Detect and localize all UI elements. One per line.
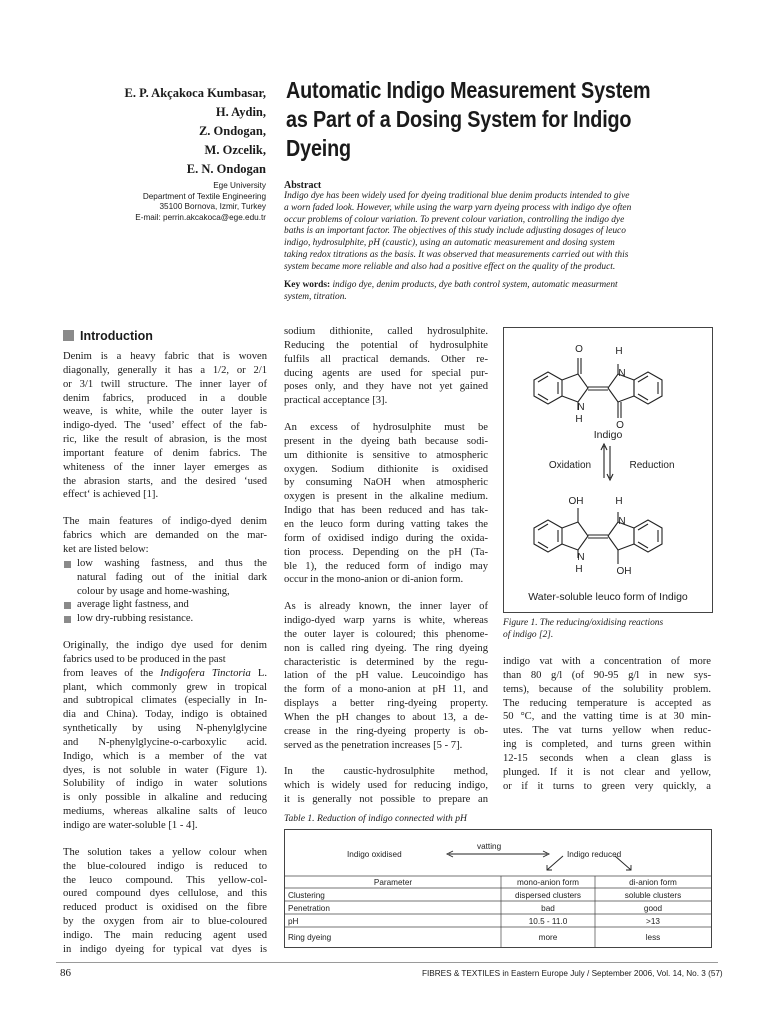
abstract-line: occur problems of colour variation. To prevent colour variation, controlling the indigo dye xyxy=(284,214,625,225)
affiliation-line: E-mail: perrin.akcakoca@ege.edu.tr xyxy=(135,212,266,222)
text-line: um dithionite is sensitive to atmospheric xyxy=(284,449,488,461)
text-line: The reducing temperature is accepted as xyxy=(503,697,711,709)
list-item-line: colour by usage and home-washing, xyxy=(77,585,230,597)
text-line: which is widely used for reducing indigo, xyxy=(284,780,488,792)
text-line: than 80 g/l (of 90-95 g/l in new sys- xyxy=(503,669,711,681)
text-line: or 3/1 twill structure. The inner layer of xyxy=(63,378,267,390)
text-line: indigo vat with a concentration of more xyxy=(503,656,711,667)
abstract-line: a worn faded look. However, while using the warp yarn dyeing process with indigo dye often xyxy=(284,202,632,213)
section-heading-introduction xyxy=(63,329,153,343)
text-line: dyes, is not soluble in water (Figure 1). xyxy=(63,764,267,776)
text-line: oxygen. Sodium dithionite is oxidised xyxy=(284,463,488,475)
text-line: displays a better ring-dyeing property. xyxy=(284,698,488,710)
table-cell: Penetration xyxy=(288,904,330,913)
atom-label: OH xyxy=(568,496,584,507)
oxidation-label: Oxidation xyxy=(548,460,592,471)
table-cell: more xyxy=(538,933,558,942)
text-line: fabrics used to be produced in the past xyxy=(63,653,226,665)
section-heading-text: Introduction xyxy=(80,329,153,343)
atom-label: O xyxy=(616,420,624,431)
text-line: and N-phenylglycine-o-carboxylic acid. xyxy=(63,736,267,748)
table-cell: bad xyxy=(541,904,555,913)
paragraph xyxy=(284,421,488,587)
text-line: the outer layer is coloured; this phenome- xyxy=(284,628,488,640)
author-name: E. N. Ondogan xyxy=(186,162,266,176)
table-header-cell: mono-anion form xyxy=(517,878,579,887)
abstract-line: baths is an important factor. The objectives of this study include adjusting dosages of leuco xyxy=(284,226,626,237)
atom-label: OH xyxy=(616,566,632,577)
text-line: dia and China). Today, indigo is obtained xyxy=(63,709,267,721)
text-line: ing is completed, and turns green within xyxy=(503,739,711,751)
text-line: form of oxidised indigo during the oxida- xyxy=(284,532,488,544)
text-line: plunged. If it is not clear and yellow, xyxy=(503,766,711,778)
title-line: Automatic Indigo Measurement System xyxy=(286,77,651,103)
text-line: An excess of hydrosulphite must be xyxy=(284,422,488,434)
text-line: by the oxygen from air to blue-coloured xyxy=(63,916,267,928)
vatting-label: vatting xyxy=(477,842,502,851)
paragraph xyxy=(63,846,267,957)
table-cell: Clustering xyxy=(288,891,325,900)
indigo-label: Indigo xyxy=(593,429,623,441)
atom-label: N xyxy=(577,552,585,563)
atom-label: H xyxy=(615,496,623,507)
affiliation xyxy=(40,181,266,223)
text-line: practical acceptance [3]. xyxy=(284,395,388,407)
text-line: oxygen is present in the alkaline medium. xyxy=(284,491,488,503)
text-line: In the caustic-hydrosulphite method, xyxy=(284,766,488,778)
section-square-icon xyxy=(63,330,74,341)
table-header-cell: Parameter xyxy=(373,878,413,887)
atom-label: N xyxy=(577,402,585,413)
text-line xyxy=(63,667,267,681)
indigo-oxidised-label: Indigo oxidised xyxy=(347,850,402,859)
text-line: effect‘ is achieved [1]. xyxy=(63,489,159,501)
paragraph xyxy=(63,350,267,502)
text-line: tems), because of the solubility problem. xyxy=(503,683,711,695)
author-name: H. Aydin, xyxy=(215,105,266,119)
abstract-line: taking redox titrations as the basis. It was observed that measurements carried out with this xyxy=(284,249,629,260)
title-line: as Part of a Dosing System for Indigo xyxy=(286,106,632,132)
text-line: indigo. The main reducing agent used xyxy=(63,929,267,941)
paragraph xyxy=(284,600,488,752)
text-line: Reducing the potential of hydrosulphite xyxy=(284,339,488,351)
atom-label: H xyxy=(615,346,623,357)
text-line: Indigo, which is a member of the vat xyxy=(63,750,267,762)
author-list xyxy=(40,84,266,179)
species-name: Indigofera Tinctoria xyxy=(160,667,251,679)
table-cell: soluble clusters xyxy=(624,891,682,900)
text-line: Originally, the indigo dye used for denim xyxy=(63,640,267,652)
text-line: denim fabrics, produced in a double xyxy=(63,392,267,404)
figure-1 xyxy=(503,327,713,613)
text-line: ric, like the result of abrasion, is the most xyxy=(63,434,267,446)
list-item-line: low washing fastness, and thus the xyxy=(77,557,267,569)
page-number: 86 xyxy=(60,967,71,979)
text-line: sodium dithionite, called hydrosulphite. xyxy=(284,326,488,337)
column-2 xyxy=(284,325,488,807)
list-item-line: natural fading out of the initial dark xyxy=(77,571,267,583)
leuco-label: Water-soluble leuco form of Indigo xyxy=(528,591,688,603)
author-name: E. P. Akçakoca Kumbasar, xyxy=(124,86,266,100)
text-line: indigo-dyed. The ‘used’ effect of the fab- xyxy=(63,420,267,432)
list-item xyxy=(63,557,267,599)
text-line: weave, is white, while the outer layer is xyxy=(63,406,267,418)
text-line: The solution takes a yellow colour when xyxy=(63,846,267,858)
feature-list xyxy=(63,557,267,626)
text-line: present in the dyeing bath because sodi- xyxy=(284,435,488,447)
text-line: diagonally, generally it has a 1/2, or 2/1 xyxy=(63,364,267,376)
figure-caption-line: of indigo [2]. xyxy=(503,629,554,640)
abstract-line: Indigo dye has been widely used for dyeing traditional blue denim products intended to give xyxy=(284,191,630,201)
text-line: As is already known, the inner layer of xyxy=(284,601,488,613)
affiliation-line: 35100 Bornova, Izmir, Turkey xyxy=(159,202,266,211)
paragraph xyxy=(284,765,488,807)
text-line: and subtropical climates (especially in In- xyxy=(63,695,267,707)
table-cell: pH xyxy=(288,917,299,926)
table-header-cell: di-anion form xyxy=(629,878,677,887)
table-cell: dispersed clusters xyxy=(515,891,581,900)
text-line: The main features of indigo-dyed denim xyxy=(63,516,267,528)
table-cell: Ring dyeing xyxy=(288,933,332,942)
figure-caption xyxy=(503,618,718,641)
atom-label: H xyxy=(575,414,583,425)
text-line: plant, which commonly grew in tropical xyxy=(63,681,267,693)
text-line: oured compound dyes cellulose, and this xyxy=(63,888,267,900)
text-line: synthetically by using N-phenylglycine xyxy=(63,723,267,735)
reduction-label: Reduction xyxy=(629,460,675,471)
text-line: whiteness of the inner layer emerges as xyxy=(63,461,267,473)
text-line: ble 1), the reduced form of indigo may xyxy=(284,560,488,572)
text-line: tion process. Depending on the pH (Ta- xyxy=(284,546,488,558)
text-line: important feature of denim fabrics. The xyxy=(63,447,267,459)
text-line: it is generally not possible to prepare an xyxy=(284,794,488,806)
figure-caption-line: Figure 1. The reducing/oxidising reactions xyxy=(503,618,664,628)
paper-title xyxy=(286,76,664,163)
abstract-text xyxy=(284,191,714,274)
paragraph xyxy=(63,639,267,833)
text-line: poses only, and they have not yet gained xyxy=(284,381,488,393)
text-line: indigo-dyed warp yarns is white, whereas xyxy=(284,615,488,627)
keywords-label: Key words: xyxy=(284,280,331,290)
text-line: fabrics which are demanded on the mar- xyxy=(63,530,267,542)
affiliation-line: Ege University xyxy=(213,181,266,190)
list-item xyxy=(63,612,267,626)
text-line: fulfils all practical demands. Other re- xyxy=(284,353,488,365)
affiliation-line: Department of Textile Engineering xyxy=(142,191,266,201)
list-item-line: average light fastness, and xyxy=(77,599,189,611)
text-line: lation of the pH value. Leucoindigo has xyxy=(284,670,488,682)
atom-label: O xyxy=(575,344,583,355)
list-item-line: low dry-rubbing resistance. xyxy=(77,613,194,625)
text-line: or if it turns to green very quickly, a xyxy=(503,780,711,792)
text-line: by consuming NaOH when atmospheric xyxy=(284,477,488,489)
text-run: from leaves of the xyxy=(63,667,161,679)
table-cell: >13 xyxy=(646,917,660,926)
text-line: non is called ring dyeing. The ring dyeing xyxy=(284,642,488,654)
text-line: characteristic is determined by the regu- xyxy=(284,656,488,668)
table-cell: good xyxy=(643,904,663,913)
text-line: the blue-coloured indigo is reduced to xyxy=(63,860,267,872)
abstract-heading: Abstract xyxy=(284,180,322,191)
paragraph xyxy=(63,515,267,557)
text-line: 12-15 seconds when a clean glass is xyxy=(503,752,711,764)
text-line: mediums, whereas alkaline salts of leuco xyxy=(63,806,267,818)
abstract-line: indigo, hydrosulphite, pH (caustic), using an automatic measurement and dosing system xyxy=(284,238,615,249)
indigo-reaction-diagram xyxy=(504,328,712,612)
atom-label: N xyxy=(618,368,626,379)
column-1 xyxy=(63,350,267,957)
text-line: the leuco compound. This yellow-col- xyxy=(63,874,267,886)
table-cell: less xyxy=(645,933,661,942)
paragraph xyxy=(503,655,711,793)
column-3 xyxy=(503,655,711,793)
paragraph xyxy=(284,325,488,408)
table-1 xyxy=(284,829,712,948)
text-line: crease in the ring-dyeing property is ob- xyxy=(284,725,488,737)
ph-table xyxy=(285,830,711,947)
title-line: Dyeing xyxy=(286,135,351,161)
abstract-line: system became more reliable and also had a positive effect on the quality of the product. xyxy=(284,261,616,272)
text-line: Solubility of indigo in water solutions xyxy=(63,778,267,790)
footer-rule xyxy=(56,962,718,963)
text-line: occur in the mono-anion or di-anion form. xyxy=(284,574,464,586)
text-line: en the leuco form during vatting takes the xyxy=(284,518,488,530)
text-run: L. xyxy=(250,667,267,679)
keywords xyxy=(284,279,714,303)
text-line: When the pH changes to about 13, a de- xyxy=(284,711,488,723)
keywords-text: indigo dye, denim products, dye bath control system, automatic measurment xyxy=(332,280,618,290)
text-line: the abrasion starts, and the desired ‘used xyxy=(63,475,267,487)
text-line: 50 °C, and the vatting time is at 30 min- xyxy=(503,711,711,723)
table-caption: Table 1. Reduction of indigo connected with pH xyxy=(284,813,467,824)
atom-label: H xyxy=(575,564,583,575)
keywords-text-2: system, titration. xyxy=(284,292,347,302)
list-item xyxy=(63,598,267,612)
text-line: utes. The vat turns yellow when reduc- xyxy=(503,725,711,737)
text-line: in indigo dyeing for typical vat dyes is xyxy=(63,943,267,955)
text-line: ducing agents are used for special pur- xyxy=(284,367,488,379)
text-line: ket are listed below: xyxy=(63,543,149,555)
text-line: the form of a mono-anion at pH 11, and xyxy=(284,684,488,696)
text-line: indigo are water-soluble [1 - 4]. xyxy=(63,820,198,831)
author-name: M. Ozcelik, xyxy=(204,143,266,157)
journal-footer: FIBRES & TEXTILES in Eastern Europe July / September 2006, Vol. 14, No. 3 (57) xyxy=(422,969,723,978)
atom-label: N xyxy=(618,516,626,527)
text-line: is only possible in alkaline and reducing xyxy=(63,792,267,804)
text-line: served as the penetration increases [5 - 7]. xyxy=(284,739,463,751)
table-cell: 10.5 - 11.0 xyxy=(528,917,568,926)
text-line: Denim is a heavy fabric that is woven xyxy=(63,351,267,362)
indigo-reduced-label: Indigo reduced xyxy=(567,850,622,859)
text-line: reduced product is oxidised on the fibre xyxy=(63,902,267,914)
text-line: Indigo that has been reduced and has tak- xyxy=(284,505,488,517)
author-name: Z. Ondogan, xyxy=(198,124,266,138)
